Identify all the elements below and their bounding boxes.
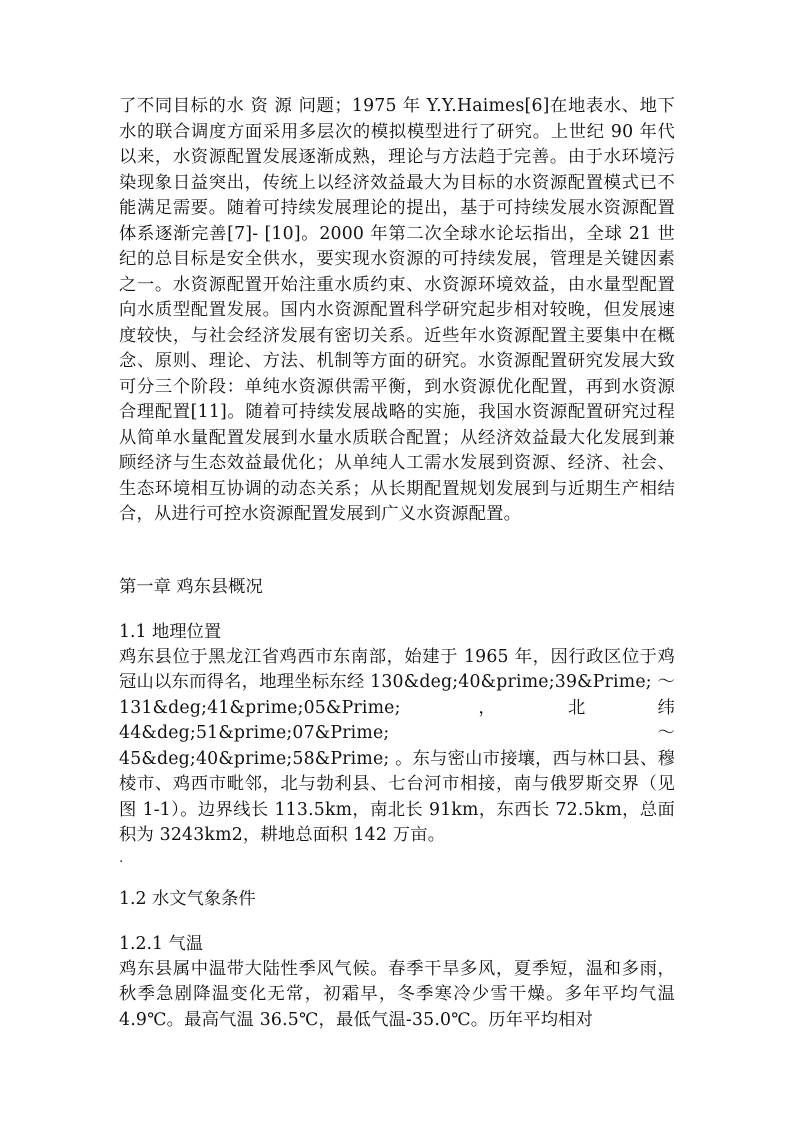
- chapter-title: 第一章 鸡东县概况: [119, 576, 263, 597]
- stray-mark: .: [119, 849, 124, 866]
- section-1-1-title: 1.1 地理位置: [119, 621, 222, 642]
- section-1-2-1-title: 1.2.1 气温: [119, 933, 204, 954]
- section-1-2-1-paragraph: 鸡东县属中温带大陆性季风气候。春季干旱多风，夏季短，温和多雨，秋季急剧降温变化无常，初霜早，冬季寒冷少雪干燥。多年平均气温 4.9℃。最高气温 36.5℃，最低气温-35.0℃。历年平均相对: [119, 958, 675, 1030]
- document-page: [119, 94, 675, 1033]
- intro-paragraph: 了不同目标的水 资 源 问题；1975 年 Y.Y.Haimes[6]在地表水、地下水的联合调度方面采用多层次的模拟模型进行了研究。上世纪 90 年代以来，水资源配置发展逐渐成熟，理论与方法趋于完善。由于水环境污染现象日益突出，传统上以经济效益最大为目标的水资源配置模式已不能满足需要。随着可持续发展理论的提出，基于可持续发展水资源配置体系逐渐完善[7]- [10]。2000 年第二次全球水论坛指出，全球 21 世纪的总目标是安全供水，要实现水资源的可持续发展，管理是关键因素之一。水资源配置开始注重水质约束、水资源环境效益，由水量型配置向水质型配置发展。国内水资源配置科学研究起步相对较晚，但发展速度较快，与社会经济发展有密切关系。近些年水资源配置主要集中在概念、原则、理论、方法、机制等方面的研究。水资源配置研究发展大致可分三个阶段：单纯水资源供需平衡，到水资源优化配置，再到水资源合理配置[11]。随着可持续发展战略的实施，我国水资源配置研究过程从简单水量配置发展到水量水质联合配置；从经济效益最大化发展到兼顾经济与生态效益最优化；从单纯人工需水发展到资源、经济、社会、生态环境相互协调的动态关系；从长期配置规划发展到与近期生产相结合，从进行可控水资源配置发展到广义水资源配置。: [119, 96, 675, 524]
- section-1-2-title: 1.2 水文气象条件: [119, 888, 256, 909]
- section-1-1-paragraph: 鸡东县位于黑龙江省鸡西市东南部，始建于 1965 年，因行政区位于鸡冠山以东而得名，地理坐标东经 130&deg;40&prime;39&Prime; ～131&deg;41&prime;05&Prime; ，北纬 44&deg;51&prime;07&Prime; ～45&deg;40&prime;58&Prime; 。东与密山市接壤，西与林口县、穆棱市、鸡西市毗邻，北与勃利县、七台河市相接，南与俄罗斯交界（见图 1-1）。边界线长 113.5km，南北长 91km，东西长 72.5km，总面积为 3243km2，耕地总面积 142 万亩。: [119, 646, 675, 845]
